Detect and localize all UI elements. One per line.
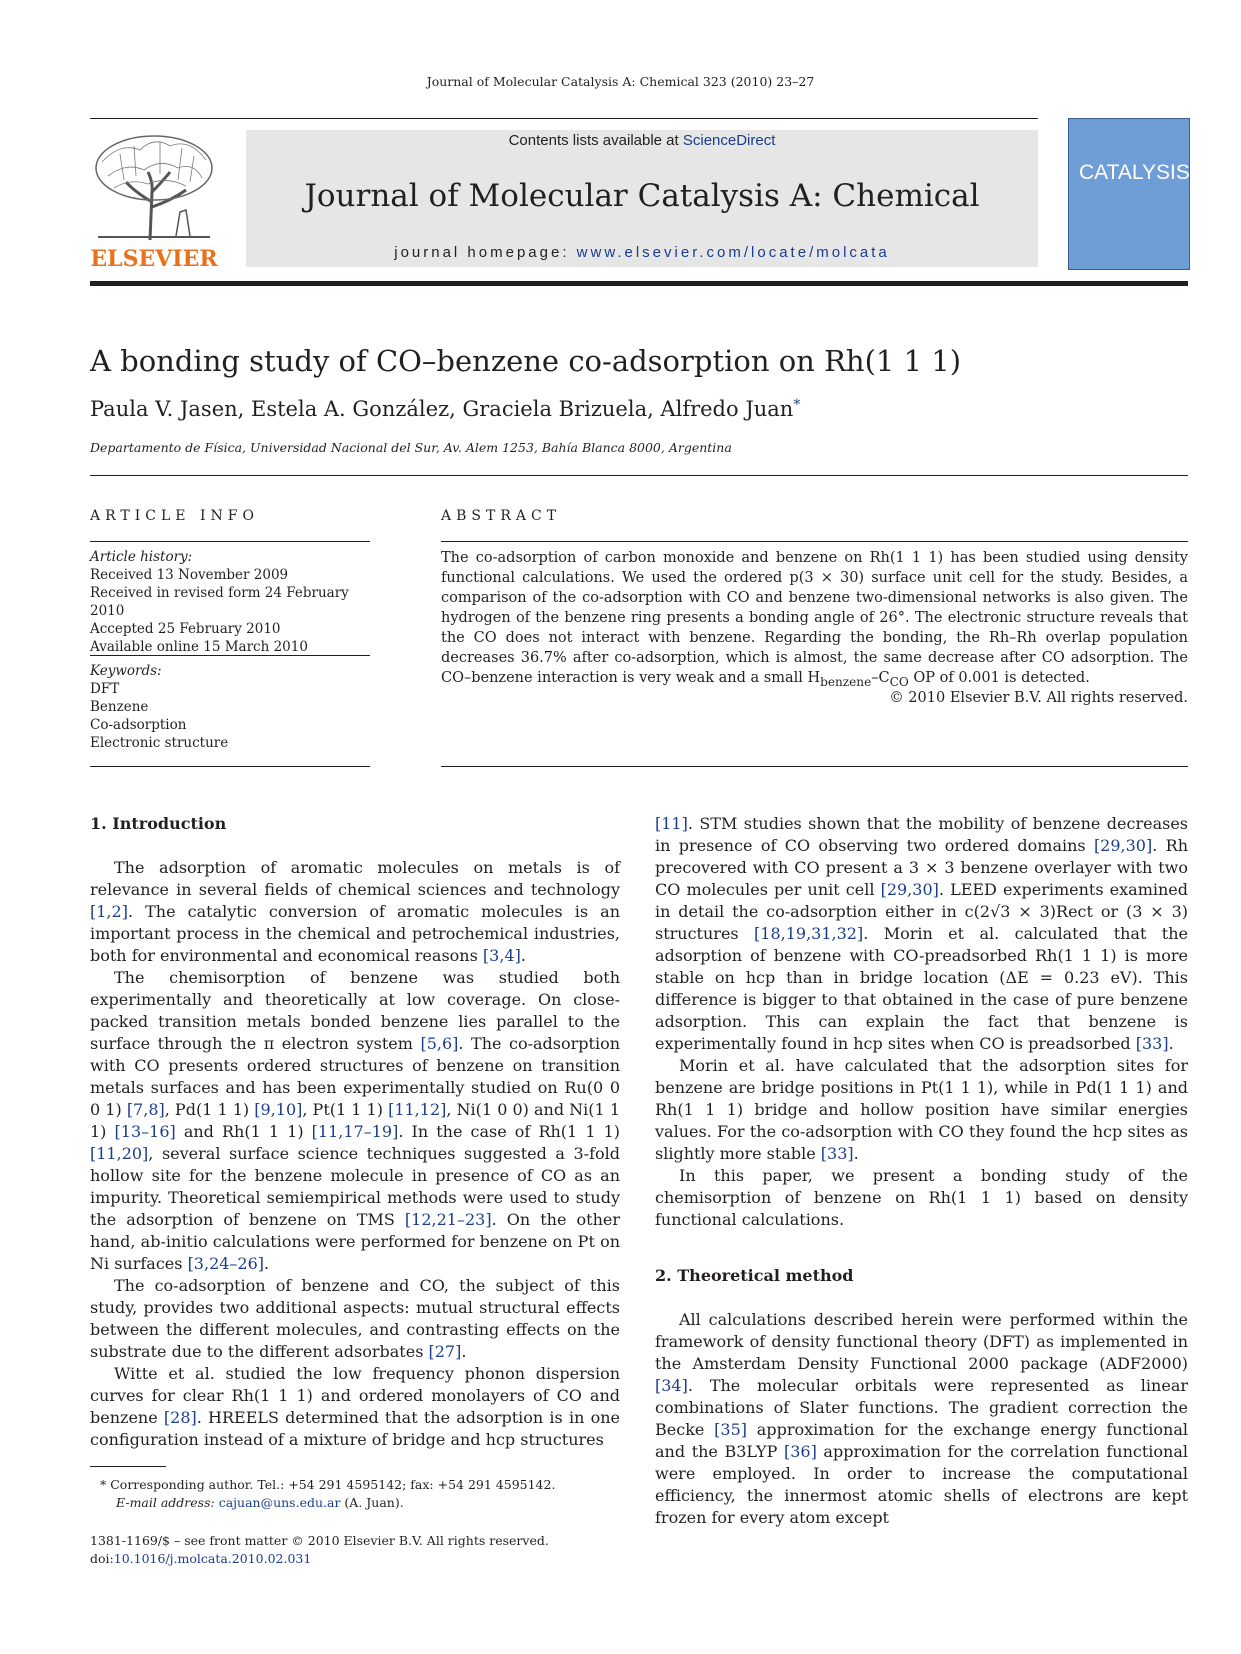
text-run: The chemisorption of benzene was studied both experimentally and theoretically at low coverage. On close-packed transition metals bonded benzene lies parallel to the surface through the π electron system bbox=[90, 968, 620, 1053]
intro-paragraph bbox=[655, 1055, 1188, 1165]
text-run: . The catalytic conversion of aromatic molecules is an important process in the chemical and petrochemical industries, both for environmental and economical reasons bbox=[90, 902, 620, 965]
text-run: Morin et al. have calculated that the adsorption sites for benzene are bridge positions in Pt(1 1 1), while in Pd(1 1 1) and Rh(1 1 1) bridge and hollow position have similar energies values. For the co-adsorption with CO they found the hcp sites as slightly more stable bbox=[655, 1056, 1188, 1163]
text-run: . bbox=[1168, 1034, 1174, 1053]
intro-paragraph-continued bbox=[655, 813, 1188, 1055]
email-label: E-mail address: bbox=[116, 1495, 219, 1510]
article-info-bottom-rule bbox=[90, 766, 370, 767]
history-label: Article history: bbox=[90, 549, 193, 565]
citation-link[interactable]: [11,20] bbox=[90, 1144, 149, 1163]
corresponding-author-mark[interactable]: * bbox=[793, 397, 801, 413]
text-run: . bbox=[853, 1144, 859, 1163]
keyword-item: Benzene bbox=[90, 699, 149, 715]
citation-link[interactable]: [33] bbox=[820, 1144, 854, 1163]
cover-title: CATALYSIS bbox=[1079, 161, 1190, 184]
intro-paragraph: In this paper, we present a bonding study of the chemisorption of benzene on Rh(1 1 1) based on density functional calculations. bbox=[655, 1166, 1188, 1229]
text-run: . On the other hand, ab-initio calculations were performed for benzene on Pt on Ni surfaces bbox=[90, 1210, 621, 1273]
front-matter bbox=[90, 1532, 630, 1568]
text-run: approximation for the exchange energy functional and the B3LYP bbox=[655, 1420, 1188, 1461]
citation-link[interactable]: [3,4] bbox=[482, 946, 521, 965]
text-run: , Pd(1 1 1) bbox=[164, 1100, 255, 1119]
history-online: Available online 15 March 2010 bbox=[90, 639, 308, 655]
citation-link[interactable]: [34] bbox=[655, 1376, 688, 1395]
keywords bbox=[90, 662, 370, 752]
journal-banner bbox=[246, 130, 1038, 267]
text-run: . bbox=[520, 946, 526, 965]
journal-title: Journal of Molecular Catalysis A: Chemical bbox=[304, 178, 980, 214]
affiliation: Departamento de Física, Universidad Nacional del Sur, Av. Alem 1253, Bahía Blanca 8000, Argentina bbox=[90, 440, 732, 455]
abstract-part: –C bbox=[871, 670, 890, 686]
article-history bbox=[90, 548, 370, 656]
citation-link[interactable]: [1,2] bbox=[90, 902, 128, 921]
abstract-rule bbox=[441, 541, 1188, 542]
title-rule bbox=[90, 475, 1188, 476]
text-run: . The co-adsorption with CO presents ordered structures of benzene on transition metals surfaces and has been experimentally studied on Ru(0 0 0 1) bbox=[90, 1034, 621, 1119]
abstract-bottom-rule bbox=[441, 766, 1188, 767]
text-run: , Pt(1 1 1) bbox=[302, 1100, 389, 1119]
abstract-subscript: benzene bbox=[820, 674, 872, 689]
citation-link[interactable]: [18,19,31,32] bbox=[754, 924, 864, 943]
citation-link[interactable]: [33] bbox=[1135, 1034, 1169, 1053]
text-run: . In the case of Rh(1 1 1) bbox=[398, 1122, 621, 1141]
citation-link[interactable]: [11] bbox=[655, 814, 688, 833]
citation-link[interactable]: [29,30] bbox=[1093, 836, 1153, 855]
doi-line bbox=[90, 1550, 630, 1568]
email-suffix: (A. Juan). bbox=[340, 1495, 404, 1510]
homepage-link[interactable]: www.elsevier.com/locate/molcata bbox=[576, 244, 890, 261]
text-run: , several surface science techniques suggested a 3-fold hollow site for the benzene molecule in presence of CO as an impurity. Theoretical semiempirical methods were used to study the adsorption of benzene on TMS bbox=[90, 1144, 620, 1229]
contents-prefix: Contents lists available at bbox=[508, 132, 683, 149]
article-title: A bonding study of CO–benzene co-adsorption on Rh(1 1 1) bbox=[90, 344, 962, 378]
author-list bbox=[90, 397, 800, 421]
contents-available bbox=[246, 132, 1038, 149]
citation-link[interactable]: [28] bbox=[163, 1408, 197, 1427]
citation-link[interactable]: [35] bbox=[714, 1420, 747, 1439]
sciencedirect-link[interactable]: ScienceDirect bbox=[682, 132, 776, 149]
citation-link[interactable]: [9,10] bbox=[254, 1100, 303, 1119]
text-run: Witte et al. studied the low frequency phonon dispersion curves for clear Rh(1 1 1) and ordered monolayers of CO and benzene bbox=[90, 1364, 620, 1427]
left-column bbox=[90, 813, 621, 1449]
text-run: . LEED experiments examined in detail the co-adsorption either in c(2√3 × 3)Rect or (3 × 3) structures bbox=[655, 880, 1189, 943]
header-rule bbox=[90, 118, 1038, 119]
keywords-label: Keywords: bbox=[90, 663, 162, 679]
keywords-rule bbox=[90, 655, 370, 656]
footnote-corresponding bbox=[100, 1476, 620, 1494]
citation-link[interactable]: [36] bbox=[783, 1442, 817, 1461]
history-revised: Received in revised form 24 February 2010 bbox=[90, 585, 349, 619]
citation-link[interactable]: [7,8] bbox=[126, 1100, 165, 1119]
footnote-text: Corresponding author. Tel.: +54 291 4595142; fax: +54 291 4595142. bbox=[106, 1477, 556, 1492]
citation-link[interactable]: [11,12] bbox=[388, 1100, 447, 1119]
article-info-rule bbox=[90, 541, 370, 542]
running-head: Journal of Molecular Catalysis A: Chemical 323 (2010) 23–27 bbox=[426, 74, 815, 89]
text-run: . STM studies shown that the mobility of benzene decreases in presence of CO observing two ordered domains bbox=[655, 814, 1188, 855]
history-accepted: Accepted 25 February 2010 bbox=[90, 621, 281, 637]
elsevier-wordmark: ELSEVIER bbox=[90, 246, 218, 272]
keyword-item: Co-adsorption bbox=[90, 717, 187, 733]
citation-link[interactable]: [11,17–19] bbox=[311, 1122, 399, 1141]
issn-line: 1381-1169/$ – see front matter © 2010 Elsevier B.V. All rights reserved. bbox=[90, 1533, 549, 1548]
banner-rule bbox=[90, 281, 1188, 286]
citation-link[interactable]: [13–16] bbox=[114, 1122, 176, 1141]
abstract-subscript: CO bbox=[889, 674, 909, 689]
doi-link[interactable]: 10.1016/j.molcata.2010.02.031 bbox=[113, 1551, 312, 1566]
footnote-mark: * bbox=[100, 1477, 107, 1492]
elsevier-logo[interactable] bbox=[90, 132, 218, 272]
keyword-item: DFT bbox=[90, 681, 120, 697]
introduction-heading: 1. Introduction bbox=[90, 814, 227, 833]
footnote-rule bbox=[90, 1466, 166, 1467]
email-link[interactable]: cajuan@uns.edu.ar bbox=[218, 1495, 341, 1510]
journal-homepage bbox=[246, 244, 1038, 261]
theory-paragraph bbox=[655, 1309, 1188, 1529]
homepage-prefix: journal homepage: bbox=[394, 244, 577, 261]
text-run: approximation for the correlation functional were employed. In order to increase the computational efficiency, the innermost atomic shells of electrons are kept frozen for every atom except bbox=[655, 1442, 1188, 1527]
intro-paragraph bbox=[90, 1275, 620, 1363]
text-run: . bbox=[461, 1342, 467, 1361]
text-run: The co-adsorption of benzene and CO, the subject of this study, provides two additional aspects: mutual structural effects between the different molecules, and contrasting effects on the substrate due to the different adsorbates bbox=[90, 1276, 620, 1361]
doi-label: doi: bbox=[90, 1551, 114, 1566]
citation-link[interactable]: [12,21–23] bbox=[404, 1210, 492, 1229]
intro-paragraph bbox=[90, 1363, 620, 1449]
tree-icon bbox=[90, 132, 218, 244]
text-run: , Ni(1 0 0) and Ni(1 1 1) bbox=[90, 1100, 620, 1141]
citation-link[interactable]: [29,30] bbox=[880, 880, 939, 899]
journal-cover[interactable] bbox=[1068, 118, 1190, 270]
abstract-heading: ABSTRACT bbox=[441, 508, 562, 524]
abstract-part: OP of 0.001 is detected. bbox=[908, 670, 1090, 686]
abstract-copyright: © 2010 Elsevier B.V. All rights reserved. bbox=[889, 690, 1188, 706]
intro-paragraph bbox=[90, 967, 620, 1275]
article-info-heading: ARTICLE INFO bbox=[90, 508, 259, 524]
text-run: . Morin et al. calculated that the adsorption of benzene with CO-preadsorbed Rh(1 1 1) is more stable on hcp than in bridge location (ΔE = 0.23 eV). This difference is bigger to that obtained in the case of pure benzene adsorption. This can explain the fact that benzene is experimentally found in hcp sites when CO is preadsorbed bbox=[655, 924, 1188, 1053]
history-received: Received 13 November 2009 bbox=[90, 567, 289, 583]
citation-link[interactable]: [27] bbox=[428, 1342, 462, 1361]
text-run: . bbox=[264, 1254, 270, 1273]
text-run: The adsorption of aromatic molecules on metals is of relevance in several fields of chemical sciences and technology bbox=[90, 858, 620, 899]
authors-text: Paula V. Jasen, Estela A. González, Graciela Brizuela, Alfredo Juan bbox=[90, 397, 794, 421]
text-run: . Rh precovered with CO present a 3 × 3 benzene overlayer with two CO molecules per unit cell bbox=[655, 836, 1188, 899]
corresponding-footnote bbox=[100, 1476, 620, 1512]
keyword-item: Electronic structure bbox=[90, 735, 229, 751]
abstract-part: The co-adsorption of carbon monoxide and benzene on Rh(1 1 1) has been studied using density functional calculations. We used the ordered p(3 × 30) surface unit cell for the study. Besides, a comparison of the co-adsorption with CO and benzene two-dimensional networks is also given. The hydrogen of the benzene ring presents a bonding angle of 26°. The electronic structure reveals that the CO does not interact with benzene. Regarding the bonding, the Rh–Rh overlap population decreases 36.7% after co-adsorption, which is almost, the same decrease after CO adsorption. The CO–benzene interaction is very weak and a small H bbox=[441, 550, 1188, 686]
text-run: All calculations described herein were performed within the framework of density functional theory (DFT) as implemented in the Amsterdam Density Functional 2000 package (ADF2000) bbox=[655, 1310, 1188, 1373]
citation-link[interactable]: [5,6] bbox=[420, 1034, 459, 1053]
citation-link[interactable]: [3,24–26] bbox=[187, 1254, 265, 1273]
text-run: and Rh(1 1 1) bbox=[175, 1122, 312, 1141]
text-run: . HREELS determined that the adsorption is in one configuration instead of a mixture of bridge and hcp structures bbox=[90, 1408, 620, 1449]
text-run: . The molecular orbitals were represented as linear combinations of Slater functions. The gradient correction the Becke bbox=[655, 1376, 1188, 1439]
right-column bbox=[655, 813, 1188, 1529]
theoretical-method-heading: 2. Theoretical method bbox=[655, 1266, 854, 1285]
intro-paragraph bbox=[90, 857, 620, 967]
footnote-email bbox=[100, 1494, 620, 1512]
abstract-text bbox=[441, 548, 1188, 692]
